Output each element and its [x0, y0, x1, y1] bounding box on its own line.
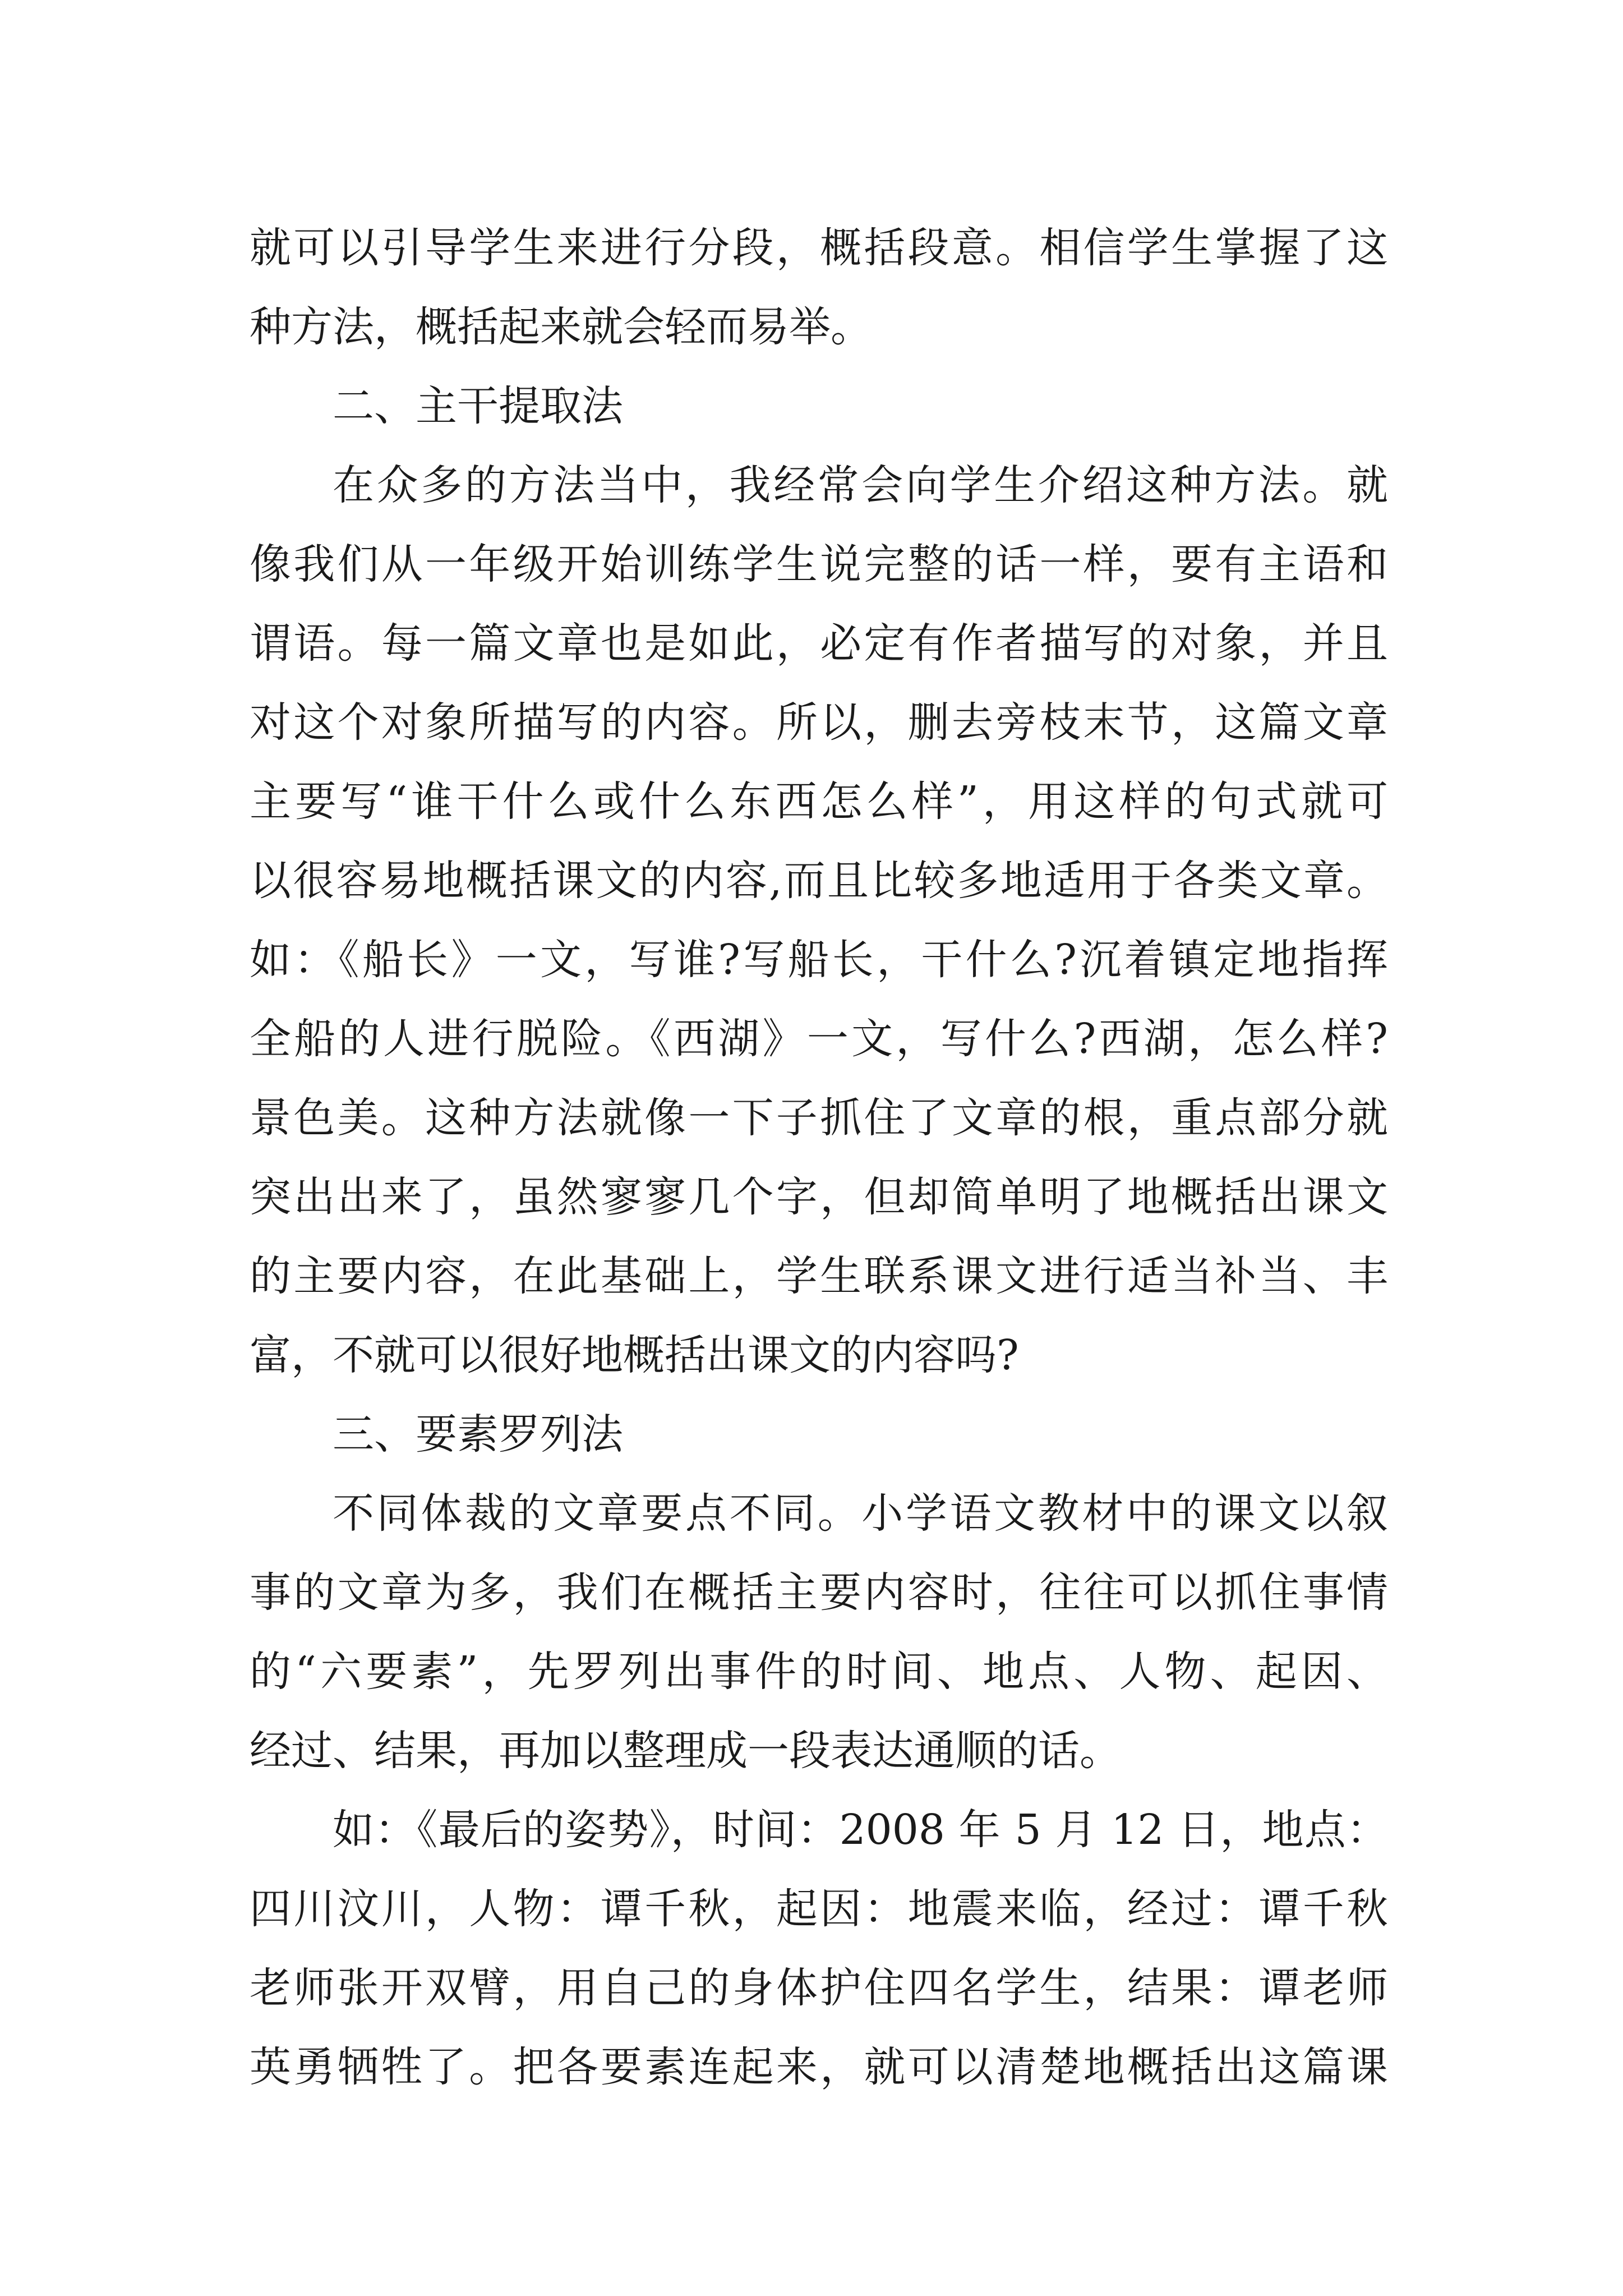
text-line: 主要写“谁干什么或什么东西怎么样”，用这样的句式就可: [250, 777, 1388, 826]
text-line: 英勇牺牲了。把各要素连起来，就可以清楚地概括出这篇课: [250, 2043, 1388, 2091]
text-line: 在众多的方法当中，我经常会向学生介绍这种方法。就: [333, 461, 1388, 509]
text-line: 突出出来了，虽然寥寥几个字，但却简单明了地概括出课文: [250, 1173, 1388, 1221]
text-line: 经过、结果，再加以整理成一段表达通顺的话。: [250, 1727, 1121, 1775]
text-line: 四川汶川，人物：谭千秋，起因：地震来临，经过：谭千秋: [250, 1885, 1388, 1933]
text-line: 景色美。这种方法就像一下子抓住了文章的根，重点部分就: [250, 1094, 1388, 1142]
text-line: 事的文章为多，我们在概括主要内容时，往往可以抓住事情: [250, 1568, 1388, 1617]
text-line: 像我们从一年级开始训练学生说完整的话一样，要有主语和: [250, 540, 1388, 588]
text-line: 老师张开双臂，用自己的身体护住四名学生，结果：谭老师: [250, 1964, 1388, 2012]
text-line: 不同体裁的文章要点不同。小学语文教材中的课文以叙: [333, 1489, 1388, 1538]
text-line: 富，不就可以很好地概括出课文的内容吗?: [250, 1331, 1019, 1379]
text-line: 如：《最后的姿势》，时间：2008 年 5 月 12 日，地点：: [333, 1806, 1388, 1854]
text-line: 对这个对象所描写的内容。所以，删去旁枝末节，这篇文章: [250, 698, 1388, 747]
text-line: 的“六要素”，先罗列出事件的时间、地点、人物、起因、: [250, 1648, 1388, 1696]
section-heading: 三、要素罗列法: [333, 1410, 623, 1458]
text-line: 谓语。每一篇文章也是如此，必定有作者描写的对象，并且: [250, 619, 1388, 668]
text-line: 就可以引导学生来进行分段，概括段意。相信学生掌握了这: [250, 224, 1388, 272]
text-line: 全船的人进行脱险。《西湖》一文，写什么?西湖，怎么样?: [250, 1015, 1388, 1063]
section-heading: 二、主干提取法: [333, 382, 623, 430]
text-line: 种方法，概括起来就会轻而易举。: [250, 303, 872, 351]
text-line: 的主要内容，在此基础上，学生联系课文进行适当补当、丰: [250, 1252, 1388, 1300]
text-line: 以很容易地概括课文的内容,而且比较多地适用于各类文章。: [250, 857, 1388, 905]
body-text: [250, 209, 1388, 2107]
text-line: 如：《船长》一文，写谁?写船长，干什么?沉着镇定地指挥: [250, 936, 1388, 984]
